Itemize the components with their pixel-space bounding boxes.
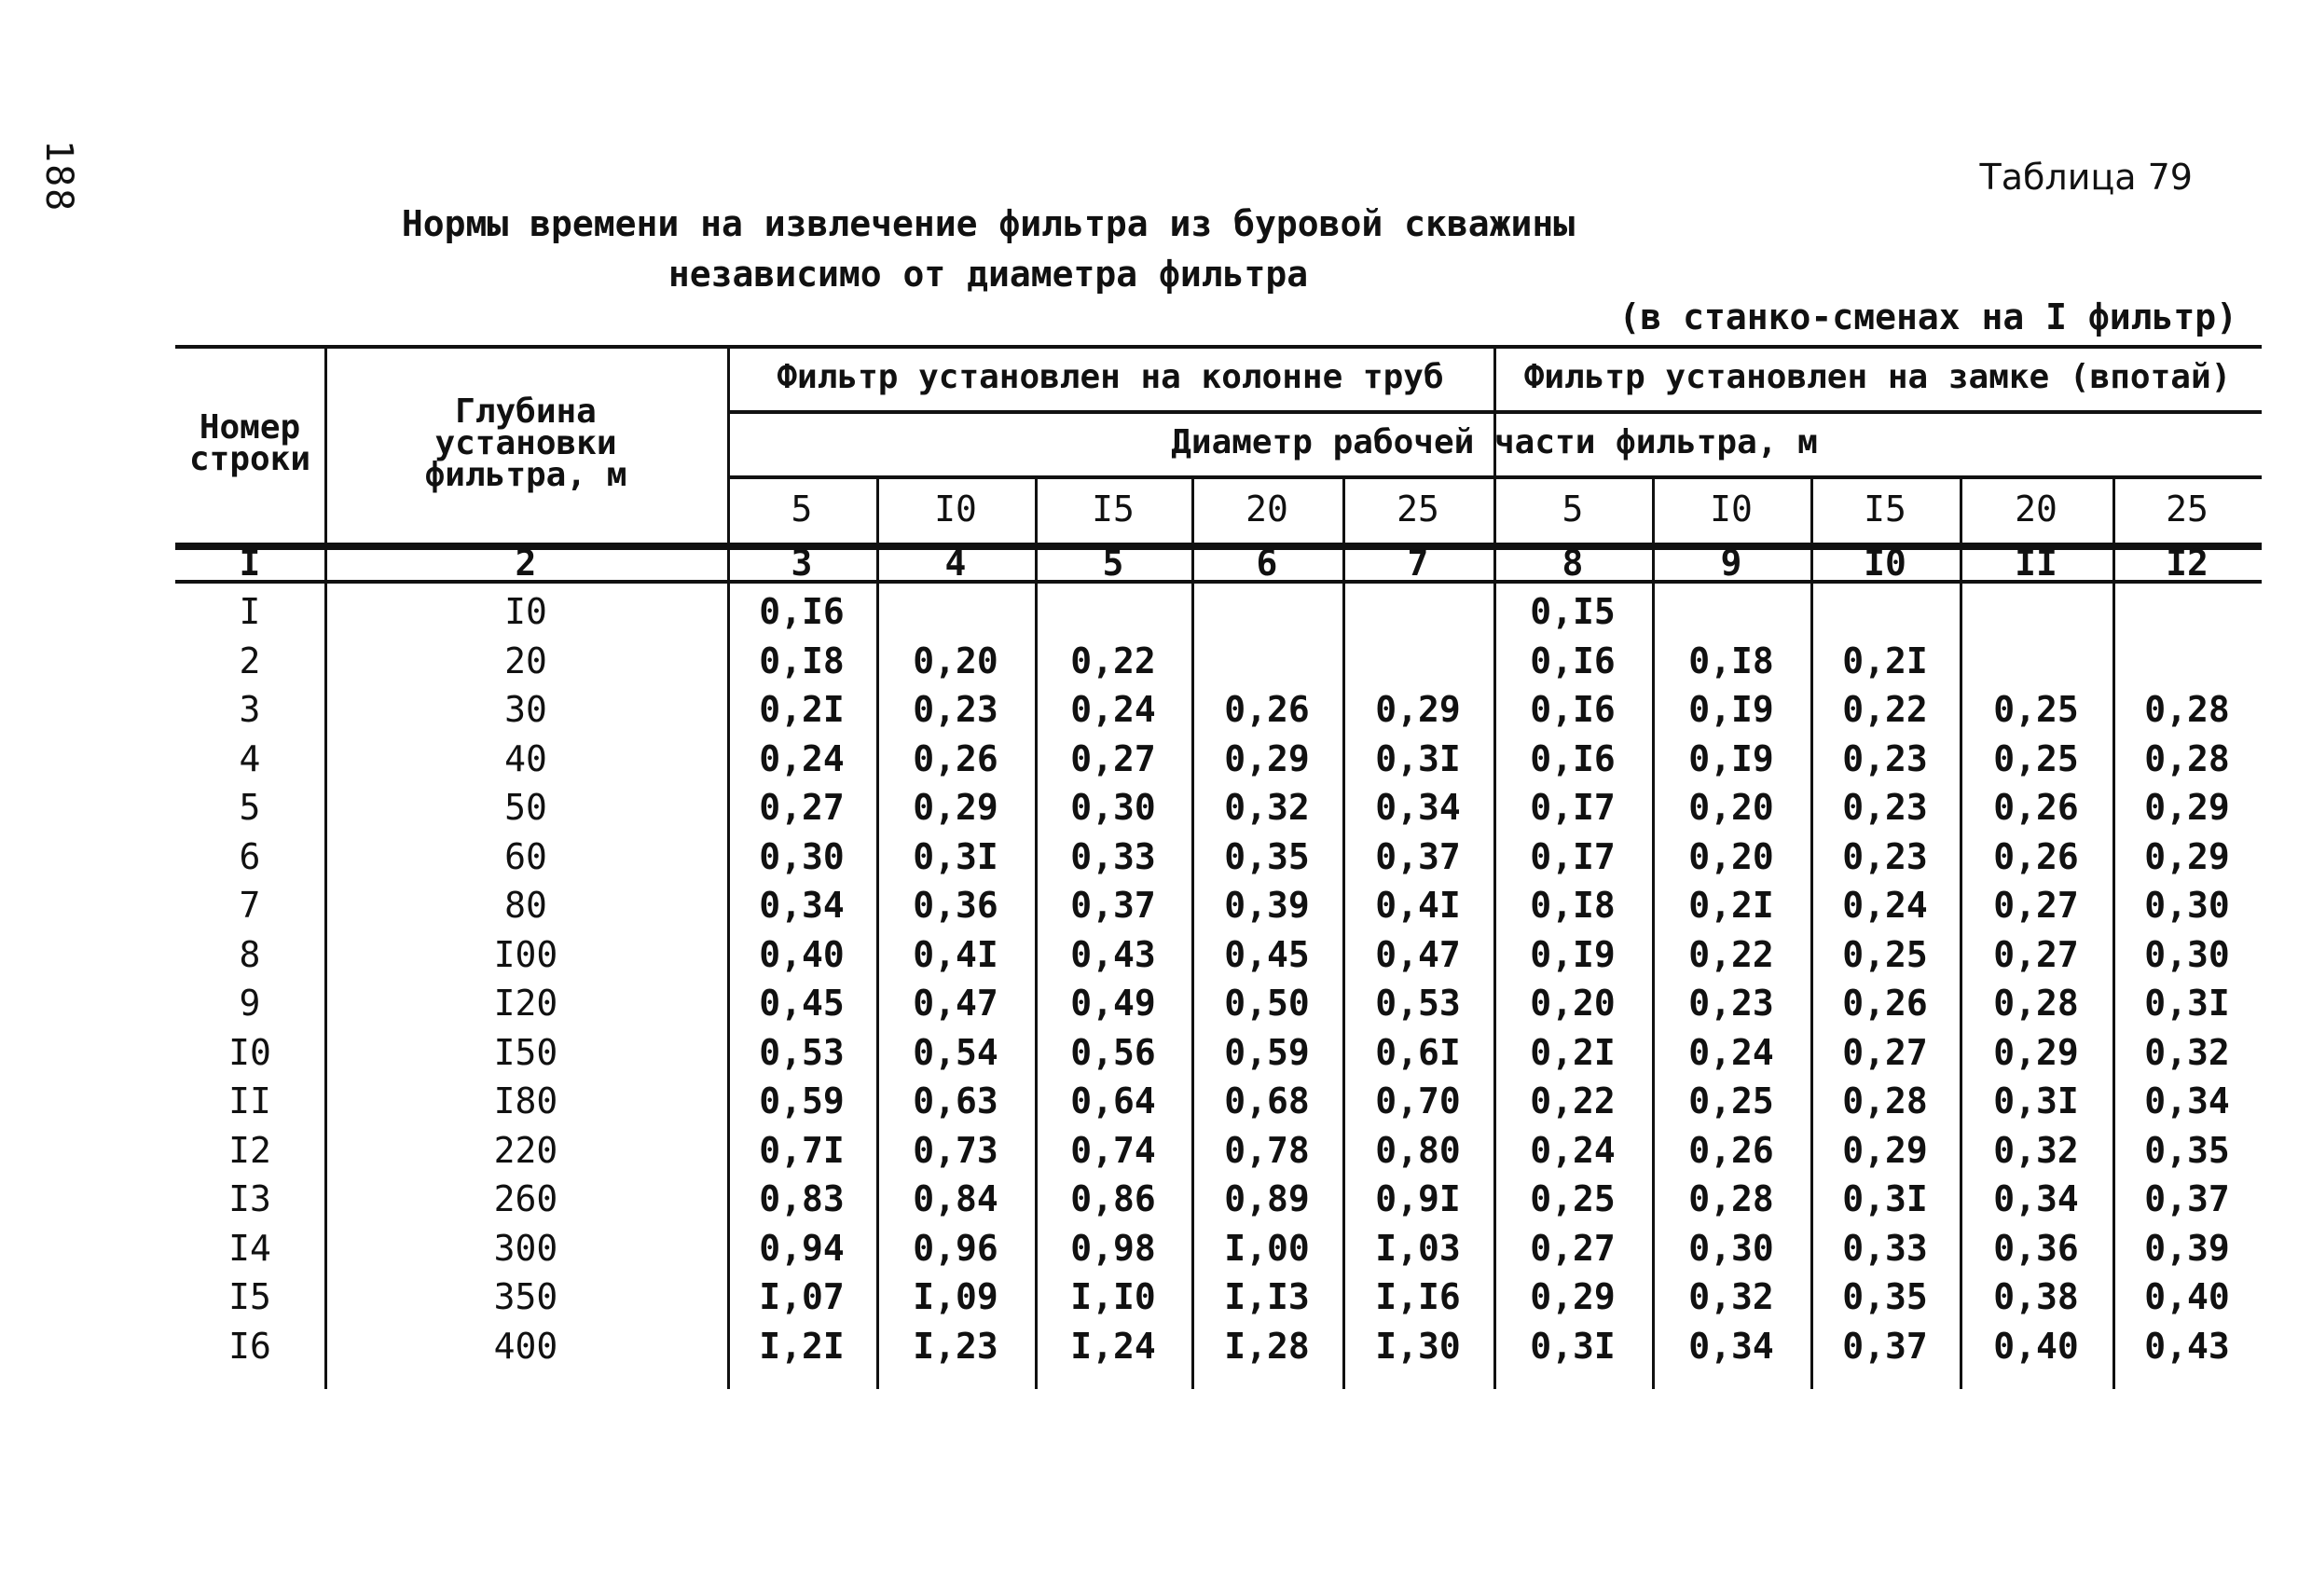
table-cell: 0,26 xyxy=(1993,835,2079,877)
table-cell: I,I0 xyxy=(1070,1276,1156,1318)
table-cell: 0,34 xyxy=(2144,1080,2230,1122)
table-cell: I,23 xyxy=(913,1325,998,1367)
table-cell: 0,40 xyxy=(2144,1276,2230,1318)
column-number: 2 xyxy=(515,543,537,584)
row-number-cell: 2 xyxy=(239,640,261,681)
table-cell: 0,50 xyxy=(1224,983,1310,1025)
table-cell: 0,25 xyxy=(1993,689,2079,731)
table-cell: 0,24 xyxy=(759,737,845,779)
table-cell: I,28 xyxy=(1224,1325,1310,1367)
row-number-cell: I2 xyxy=(228,1129,271,1171)
table-cell: 0,30 xyxy=(759,835,845,877)
table-cell: 0,27 xyxy=(1993,933,2079,975)
table-cell: 0,49 xyxy=(1070,983,1156,1025)
table-cell: 0,6I xyxy=(1375,1031,1461,1073)
table-cell: 0,43 xyxy=(1070,933,1156,975)
table-cell: 0,43 xyxy=(2144,1325,2230,1367)
column-number: I2 xyxy=(2166,543,2209,584)
table-cell: 0,34 xyxy=(759,885,845,927)
table-cell: 0,4I xyxy=(1375,885,1461,927)
table-cell: 0,30 xyxy=(1070,787,1156,829)
header-diameter-value: 20 xyxy=(1245,488,1288,530)
table-cell: 0,27 xyxy=(1070,737,1156,779)
table-cell: 0,I8 xyxy=(1530,885,1616,927)
table-cell: 0,22 xyxy=(1688,933,1774,975)
table-title-line-1: Нормы времени на извлечение фильтра из буровой скважины xyxy=(401,203,1576,244)
table-cell: 0,20 xyxy=(1688,787,1774,829)
table-cell: 0,53 xyxy=(1375,983,1461,1025)
depth-cell: 300 xyxy=(493,1227,558,1269)
table-cell: 0,20 xyxy=(913,640,998,681)
depth-cell: 40 xyxy=(504,737,547,779)
table-cell: 0,29 xyxy=(1224,737,1310,779)
depth-cell: 30 xyxy=(504,689,547,731)
table-cell: 0,30 xyxy=(1688,1227,1774,1269)
table-cell: 0,23 xyxy=(1842,737,1928,779)
table-cell: 0,25 xyxy=(1842,933,1928,975)
table-cell: I,30 xyxy=(1375,1325,1461,1367)
table-cell: 0,3I xyxy=(1842,1178,1928,1220)
column-number: 7 xyxy=(1407,543,1429,584)
table-cell: 0,I9 xyxy=(1688,737,1774,779)
table-cell: 0,83 xyxy=(759,1178,845,1220)
row-number-cell: I3 xyxy=(228,1178,271,1220)
table-cell: 0,70 xyxy=(1375,1080,1461,1122)
table-cell: 0,I7 xyxy=(1530,787,1616,829)
table-cell: 0,I6 xyxy=(1530,737,1616,779)
column-number: 9 xyxy=(1720,543,1742,584)
table-cell: 0,27 xyxy=(1530,1227,1616,1269)
column-number: II xyxy=(2015,543,2057,584)
depth-cell: 220 xyxy=(493,1129,558,1171)
table-cell: 0,32 xyxy=(1224,787,1310,829)
table-cell: 0,45 xyxy=(759,983,845,1025)
row-number-cell: I xyxy=(239,591,261,633)
table-cell: 0,27 xyxy=(1993,885,2079,927)
table-cell: 0,28 xyxy=(1993,983,2079,1025)
header-row-number: Номер строки xyxy=(188,408,311,478)
table-cell: 0,35 xyxy=(1842,1276,1928,1318)
table-cell: 0,34 xyxy=(1688,1325,1774,1367)
depth-cell: 80 xyxy=(504,885,547,927)
table-cell: 0,64 xyxy=(1070,1080,1156,1122)
row-number-cell: 7 xyxy=(239,885,261,927)
table-cell: 0,96 xyxy=(913,1227,998,1269)
depth-cell: I00 xyxy=(493,933,558,975)
table-cell: 0,2I xyxy=(759,689,845,731)
table-cell: 0,47 xyxy=(913,983,998,1025)
page-number: 188 xyxy=(37,140,80,213)
table-cell: 0,2I xyxy=(1842,640,1928,681)
table-cell: 0,40 xyxy=(1993,1325,2079,1367)
header-diameter: Диаметр рабочей части фильтра, м xyxy=(1171,423,1818,461)
table-cell: I,I6 xyxy=(1375,1276,1461,1318)
table-cell: 0,33 xyxy=(1070,835,1156,877)
row-number-cell: 6 xyxy=(239,835,261,877)
table-cell: 0,84 xyxy=(913,1178,998,1220)
table-cell: 0,74 xyxy=(1070,1129,1156,1171)
table-cell: 0,2I xyxy=(1530,1031,1616,1073)
units-note: (в станко-сменах на I фильтр) xyxy=(1618,296,2237,337)
table-cell: 0,26 xyxy=(913,737,998,779)
table-cell: 0,33 xyxy=(1842,1227,1928,1269)
header-diameter-value: 5 xyxy=(1562,488,1584,530)
table-cell: 0,45 xyxy=(1224,933,1310,975)
table-cell: 0,I8 xyxy=(759,640,845,681)
table-cell: 0,68 xyxy=(1224,1080,1310,1122)
table-cell: 0,24 xyxy=(1688,1031,1774,1073)
table-cell: 0,29 xyxy=(1842,1129,1928,1171)
table-cell: I,07 xyxy=(759,1276,845,1318)
table-cell: I,I3 xyxy=(1224,1276,1310,1318)
table-label: Таблица 79 xyxy=(1979,157,2193,198)
table-cell: 0,24 xyxy=(1530,1129,1616,1171)
table-cell: 0,I6 xyxy=(1530,640,1616,681)
row-number-cell: I5 xyxy=(228,1276,271,1318)
table-cell: 0,26 xyxy=(1688,1129,1774,1171)
header-group-lock: Фильтр установлен на замке (впотай) xyxy=(1523,358,2232,396)
table-cell: 0,28 xyxy=(2144,737,2230,779)
table-cell: 0,3I xyxy=(1993,1080,2079,1122)
column-number: 6 xyxy=(1256,543,1278,584)
table-cell: 0,9I xyxy=(1375,1178,1461,1220)
table-cell: 0,2I xyxy=(1688,885,1774,927)
depth-cell: 400 xyxy=(493,1325,558,1367)
column-number: I xyxy=(239,543,261,584)
row-number-cell: I4 xyxy=(228,1227,271,1269)
column-number: I0 xyxy=(1864,543,1906,584)
table-cell: 0,32 xyxy=(1688,1276,1774,1318)
table-cell: 0,20 xyxy=(1530,983,1616,1025)
table-cell: 0,22 xyxy=(1070,640,1156,681)
table-cell: 0,24 xyxy=(1070,689,1156,731)
header-diameter-value: 20 xyxy=(2015,488,2057,530)
table-cell: 0,89 xyxy=(1224,1178,1310,1220)
table-cell: 0,34 xyxy=(1375,787,1461,829)
table-cell: 0,37 xyxy=(1842,1325,1928,1367)
depth-cell: 60 xyxy=(504,835,547,877)
column-number: 3 xyxy=(791,543,813,584)
row-number-cell: I0 xyxy=(228,1031,271,1073)
table-title-line-2: независимо от диаметра фильтра xyxy=(667,254,1309,295)
table-cell: 0,40 xyxy=(759,933,845,975)
row-number-cell: 9 xyxy=(239,983,261,1025)
depth-cell: I50 xyxy=(493,1031,558,1073)
table-cell: 0,63 xyxy=(913,1080,998,1122)
table-cell: 0,26 xyxy=(1993,787,2079,829)
table-cell: 0,59 xyxy=(759,1080,845,1122)
table-cell: 0,78 xyxy=(1224,1129,1310,1171)
table-cell: 0,32 xyxy=(1993,1129,2079,1171)
table-cell: 0,23 xyxy=(1688,983,1774,1025)
row-number-cell: 4 xyxy=(239,737,261,779)
depth-cell: 20 xyxy=(504,640,547,681)
table-cell: 0,I6 xyxy=(1530,689,1616,731)
table-cell: 0,30 xyxy=(2144,933,2230,975)
table-cell: 0,39 xyxy=(2144,1227,2230,1269)
table-cell: 0,98 xyxy=(1070,1227,1156,1269)
column-number: 8 xyxy=(1562,543,1584,584)
depth-cell: 350 xyxy=(493,1276,558,1318)
row-number-cell: 3 xyxy=(239,689,261,731)
rule-body-top xyxy=(175,580,2262,584)
header-diameter-value: I5 xyxy=(1092,488,1135,530)
table-cell: 0,53 xyxy=(759,1031,845,1073)
header-diameter-value: 25 xyxy=(1397,488,1439,530)
table-cell: 0,37 xyxy=(1070,885,1156,927)
table-cell: 0,54 xyxy=(913,1031,998,1073)
table-cell: 0,80 xyxy=(1375,1129,1461,1171)
table-cell: 0,25 xyxy=(1530,1178,1616,1220)
depth-cell: 260 xyxy=(493,1178,558,1220)
table-cell: 0,23 xyxy=(913,689,998,731)
table-cell: 0,35 xyxy=(2144,1129,2230,1171)
table-cell: 0,47 xyxy=(1375,933,1461,975)
table-cell: 0,I9 xyxy=(1688,689,1774,731)
header-group-pipe: Фильтр установлен на колонне труб xyxy=(777,358,1444,396)
table-cell: 0,25 xyxy=(1688,1080,1774,1122)
column-number: 5 xyxy=(1102,543,1124,584)
table-cell: I,00 xyxy=(1224,1227,1310,1269)
row-number-cell: 5 xyxy=(239,787,261,829)
table-cell: 0,27 xyxy=(1842,1031,1928,1073)
table-cell: 0,I6 xyxy=(759,591,845,633)
table-cell: I,09 xyxy=(913,1276,998,1318)
table-cell: 0,I5 xyxy=(1530,591,1616,633)
table-cell: 0,3I xyxy=(913,835,998,877)
row-number-cell: II xyxy=(228,1080,271,1122)
row-number-cell: 8 xyxy=(239,933,261,975)
table-cell: 0,39 xyxy=(1224,885,1310,927)
header-diameter-value: I0 xyxy=(1710,488,1753,530)
table-cell: 0,36 xyxy=(1993,1227,2079,1269)
table-cell: 0,I9 xyxy=(1530,933,1616,975)
table-cell: 0,38 xyxy=(1993,1276,2079,1318)
depth-cell: 50 xyxy=(504,787,547,829)
header-diameter-value: I5 xyxy=(1864,488,1906,530)
table-cell: 0,34 xyxy=(1993,1178,2079,1220)
table-cell: 0,I7 xyxy=(1530,835,1616,877)
table-cell: 0,22 xyxy=(1842,689,1928,731)
table-cell: 0,59 xyxy=(1224,1031,1310,1073)
table-cell: 0,37 xyxy=(2144,1178,2230,1220)
table-cell: 0,23 xyxy=(1842,835,1928,877)
table-cell: 0,28 xyxy=(1688,1178,1774,1220)
table-cell: 0,32 xyxy=(2144,1031,2230,1073)
table-cell: 0,20 xyxy=(1688,835,1774,877)
depth-cell: I20 xyxy=(493,983,558,1025)
header-diameter-value: 25 xyxy=(2166,488,2209,530)
table-cell: 0,27 xyxy=(759,787,845,829)
depth-cell: I80 xyxy=(493,1080,558,1122)
table-cell: 0,29 xyxy=(1993,1031,2079,1073)
table-cell: 0,29 xyxy=(2144,787,2230,829)
table-cell: 0,35 xyxy=(1224,835,1310,877)
table-cell: 0,4I xyxy=(913,933,998,975)
table-cell: 0,3I xyxy=(1375,737,1461,779)
table-cell: 0,37 xyxy=(1375,835,1461,877)
table-cell: 0,3I xyxy=(2144,983,2230,1025)
table-cell: 0,28 xyxy=(2144,689,2230,731)
table-cell: 0,86 xyxy=(1070,1178,1156,1220)
table-cell: 0,29 xyxy=(2144,835,2230,877)
column-number: 4 xyxy=(944,543,967,584)
table-cell: 0,29 xyxy=(1375,689,1461,731)
table-cell: 0,29 xyxy=(1530,1276,1616,1318)
table-cell: 0,24 xyxy=(1842,885,1928,927)
header-diameter-value: I0 xyxy=(934,488,977,530)
table-cell: 0,I8 xyxy=(1688,640,1774,681)
table-cell: 0,28 xyxy=(1842,1080,1928,1122)
header-diameter-value: 5 xyxy=(791,488,813,530)
table-cell: 0,7I xyxy=(759,1129,845,1171)
table-cell: 0,25 xyxy=(1993,737,2079,779)
table-cell: 0,23 xyxy=(1842,787,1928,829)
header-depth: Глубина установки фильтра, м xyxy=(424,392,627,494)
table-cell: I,03 xyxy=(1375,1227,1461,1269)
table-cell: 0,26 xyxy=(1224,689,1310,731)
table-cell: 0,73 xyxy=(913,1129,998,1171)
table-cell: 0,36 xyxy=(913,885,998,927)
table-cell: 0,22 xyxy=(1530,1080,1616,1122)
table-cell: 0,3I xyxy=(1530,1325,1616,1367)
depth-cell: I0 xyxy=(504,591,547,633)
table-cell: I,2I xyxy=(759,1325,845,1367)
row-number-cell: I6 xyxy=(228,1325,271,1367)
table-cell: 0,94 xyxy=(759,1227,845,1269)
table-cell: I,24 xyxy=(1070,1325,1156,1367)
table-cell: 0,29 xyxy=(913,787,998,829)
table-cell: 0,26 xyxy=(1842,983,1928,1025)
table-cell: 0,56 xyxy=(1070,1031,1156,1073)
table-cell: 0,30 xyxy=(2144,885,2230,927)
